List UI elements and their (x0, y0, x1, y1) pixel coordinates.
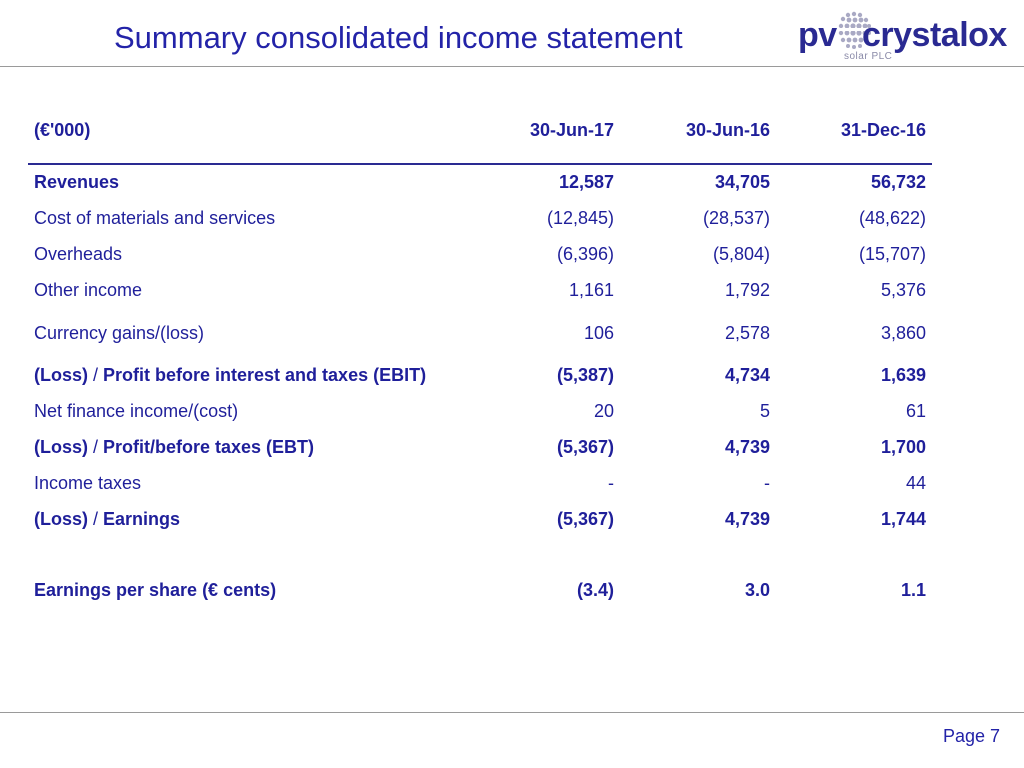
row-label: Currency gains/(loss) (34, 323, 205, 343)
row-label: (Loss) / Profit before interest and taxes (EBIT) (34, 365, 427, 385)
page-title: Summary consolidated income statement (114, 20, 683, 55)
table-cell: 4,734 (724, 365, 770, 385)
table-row (28, 244, 932, 268)
table-row (28, 172, 932, 196)
table-cell: - (608, 473, 614, 493)
row-label: Income taxes (34, 473, 142, 493)
table-cell: 1,744 (880, 509, 926, 529)
company-logo (798, 6, 1018, 64)
table-cell: 44 (905, 473, 926, 493)
table-row (28, 280, 932, 304)
table-cell: 2,578 (724, 323, 770, 343)
column-header: 30-Jun-17 (529, 120, 614, 140)
table-cell: (5,387) (556, 365, 614, 385)
table-cell: - (764, 473, 770, 493)
table-cell: 1.1 (900, 580, 926, 600)
table-row (28, 473, 932, 497)
table-cell: (15,707) (858, 244, 926, 264)
table-cell: 20 (593, 401, 614, 421)
column-header: 30-Jun-16 (685, 120, 770, 140)
unit-label: (€'000) (34, 120, 91, 140)
logo-subtitle: solar PLC (844, 51, 893, 62)
table-cell: 5 (759, 401, 770, 421)
row-label: Other income (34, 280, 143, 300)
row-label: Cost of materials and services (34, 208, 276, 228)
row-label: Revenues (34, 172, 120, 192)
table-cell: (5,804) (712, 244, 770, 264)
table-header-row (28, 120, 932, 144)
table-cell: 1,639 (880, 365, 926, 385)
table-cell: 3.0 (744, 580, 770, 600)
column-header: 31-Dec-16 (840, 120, 926, 140)
table-row (28, 208, 932, 232)
table-cell: 56,732 (870, 172, 926, 192)
table-cell: 1,700 (880, 437, 926, 457)
row-label: (Loss) / Earnings (34, 509, 181, 529)
row-label: (Loss) / Profit/before taxes (EBT) (34, 437, 315, 457)
row-label: Earnings per share (€ cents) (34, 580, 277, 600)
table-cell: 12,587 (558, 172, 614, 192)
logo-word-crystalox: crystalox (862, 16, 1007, 54)
table-cell: (12,845) (546, 208, 614, 228)
table-cell: 3,860 (880, 323, 926, 343)
page-number: Page 7 (942, 726, 1000, 746)
table-cell: (5,367) (556, 509, 614, 529)
table-cell: 4,739 (724, 509, 770, 529)
table-row (28, 437, 932, 461)
row-label: Net finance income/(cost) (34, 401, 239, 421)
table-cell: (6,396) (556, 244, 614, 264)
table-cell: 61 (905, 401, 926, 421)
table-cell: 4,739 (724, 437, 770, 457)
table-cell: 5,376 (880, 280, 926, 300)
table-header-rule (28, 163, 932, 165)
table-row (28, 580, 932, 604)
header-divider (0, 66, 1024, 67)
table-cell: (48,622) (858, 208, 926, 228)
table-row (28, 401, 932, 425)
logo-word-pv: pv (798, 16, 837, 54)
table-cell: (3.4) (576, 580, 614, 600)
table-cell: 1,161 (568, 280, 614, 300)
table-cell: (5,367) (556, 437, 614, 457)
table-cell: 34,705 (714, 172, 770, 192)
table-cell: (28,537) (702, 208, 770, 228)
table-cell: 1,792 (724, 280, 770, 300)
table-row (28, 365, 932, 389)
row-label: Overheads (34, 244, 123, 264)
table-cell: 106 (583, 323, 614, 343)
table-row (28, 323, 932, 347)
table-row (28, 509, 932, 533)
footer-divider (0, 712, 1024, 713)
